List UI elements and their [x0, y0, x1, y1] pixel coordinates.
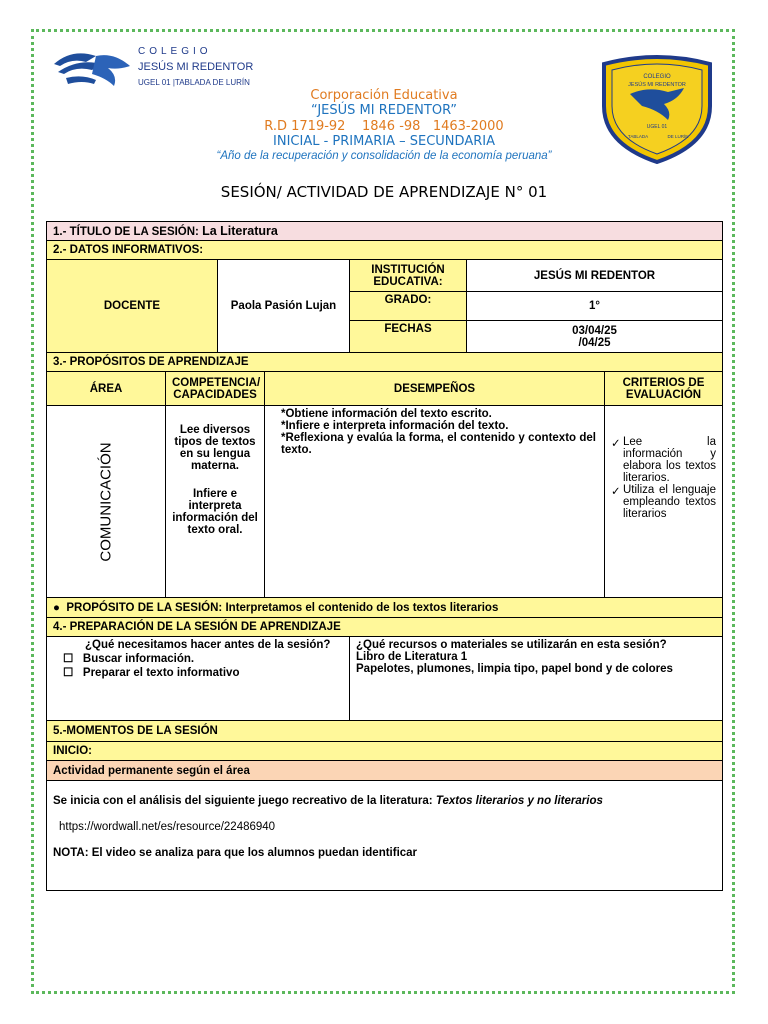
header-levels: INICIAL - PRIMARIA – SECUNDARIA: [273, 134, 495, 149]
competencia-1: Lee diversos tipos de textos en su lengua materna.: [174, 424, 256, 472]
col-area: ÁREA: [47, 372, 166, 406]
header-corporation: Corporación Educativa: [310, 88, 458, 103]
grado-value: 1°: [467, 292, 723, 321]
docente-value: Paola Pasión Lujan: [218, 260, 350, 353]
institucion-label: INSTITUCIÓN EDUCATIVA:: [350, 260, 467, 292]
logo-ugel-line: UGEL 01 |TABLADA DE LURÍN: [138, 78, 250, 87]
session-table: [46, 221, 723, 891]
proposito-sesion-value: Interpretamos el contenido de los textos literarios: [225, 601, 499, 614]
preparacion-item-left: ☐ Preparar el texto informativo: [63, 667, 240, 679]
institucion-value: JESÚS MI REDENTOR: [467, 260, 723, 292]
inicio-paragraph: Se inicia con el análisis del siguiente juego recreativo de la literatura: Textos literarios y no literarios: [53, 795, 603, 807]
desempeno-item: *Obtiene información del texto escrito.: [281, 408, 492, 420]
grado-label: GRADO:: [350, 292, 467, 321]
bullet-icon: ●: [53, 601, 60, 614]
preparacion-item-right: Libro de Literatura 1: [356, 651, 468, 663]
school-shield-logo: [598, 54, 716, 164]
eagle-book-icon: [52, 44, 136, 92]
actividad-permanente: Actividad permanente según el área: [47, 761, 723, 781]
docente-label: DOCENTE: [47, 260, 218, 353]
desempenos-cell: [265, 406, 605, 598]
session-title-value: La Literatura: [202, 224, 278, 238]
desempeno-item: *Infiere e interpreta información del texto.: [281, 420, 509, 432]
competencia-2: Infiere e interpreta información del texto oral.: [172, 488, 258, 536]
header-year-motto: “Año de la recuperación y consolidación de la economía peruana”: [216, 150, 552, 162]
criterio-item: ✓ Lee la información y elabora los textos literarios.: [611, 436, 716, 484]
session-title-row: [47, 222, 723, 241]
inicio-content: [47, 781, 723, 891]
header-resolutions: R.D 1719-92 1846 -98 1463-2000: [264, 119, 504, 134]
header-school-name: “JESÚS MI REDENTOR”: [310, 103, 458, 118]
area-value: COMUNICACIÓN: [97, 441, 115, 562]
preparacion-item-left: ☐ Buscar información.: [63, 653, 195, 665]
datos-heading: 2.- DATOS INFORMATIVOS:: [47, 241, 723, 260]
checkbox-icon: ☐: [63, 653, 74, 665]
shield-place-right: DE LURÍN: [667, 134, 689, 139]
preparacion-question-right: ¿Qué recursos o materiales se utilizarán en esta sesión?: [356, 639, 667, 651]
logo-school-label: COLEGIO: [138, 46, 212, 57]
desempeno-item: *Reflexiona y evalúa la forma, el contenido y contexto del texto.: [281, 432, 596, 456]
fechas-value-2: /04/25: [578, 336, 611, 349]
fechas-value: [467, 321, 723, 353]
proposito-sesion-label: PROPÓSITO DE LA SESIÓN:: [66, 601, 223, 614]
shield-school-label: COLEGIO: [643, 74, 671, 80]
criterios-cell: [605, 406, 723, 598]
momentos-heading: 5.-MOMENTOS DE LA SESIÓN: [47, 721, 723, 742]
document-title: SESIÓN/ ACTIVIDAD DE APRENDIZAJE N° 01: [220, 183, 548, 201]
session-title-label: 1.- TÍTULO DE LA SESIÓN:: [53, 226, 199, 238]
shield-place-left: TABLADA: [627, 134, 649, 139]
checkbox-icon: ☐: [63, 667, 74, 679]
resource-link[interactable]: https://wordwall.net/es/resource/22486940: [59, 821, 276, 833]
shield-school-name: JESÚS MI REDENTOR: [628, 82, 686, 88]
preparacion-heading: 4.- PREPARACIÓN DE LA SESIÓN DE APRENDIZAJE: [47, 618, 723, 637]
preparacion-question-left: ¿Qué necesitamos hacer antes de la sesión?: [85, 639, 331, 651]
proposito-sesion-row: [47, 598, 723, 618]
preparacion-right: [350, 637, 723, 721]
criterio-item: ✓ Utiliza el lenguaje empleando textos literarios: [611, 484, 716, 520]
fechas-label: FECHAS: [350, 321, 467, 353]
competencia-cell: [166, 406, 265, 598]
preparacion-left: [47, 637, 350, 721]
area-cell: [47, 406, 166, 598]
shield-ugel: UGEL 01: [646, 124, 668, 130]
preparacion-item-right: Papelotes, plumones, limpia tipo, papel bond y de colores: [356, 663, 673, 675]
col-criterios: CRITERIOS DE EVALUACIÓN: [605, 372, 723, 406]
logo-school-name: JESÚS MI REDENTOR: [138, 61, 254, 73]
inicio-label: INICIO:: [47, 742, 723, 761]
fechas-value-1: 03/04/25: [572, 324, 617, 337]
nota-text: NOTA: El video se analiza para que los alumnos puedan identificar: [53, 847, 418, 859]
col-desempenos: DESEMPEÑOS: [265, 372, 605, 406]
propositos-heading: 3.- PROPÓSITOS DE APRENDIZAJE: [47, 353, 723, 372]
col-competencia: COMPETENCIA/ CAPACIDADES: [166, 372, 265, 406]
